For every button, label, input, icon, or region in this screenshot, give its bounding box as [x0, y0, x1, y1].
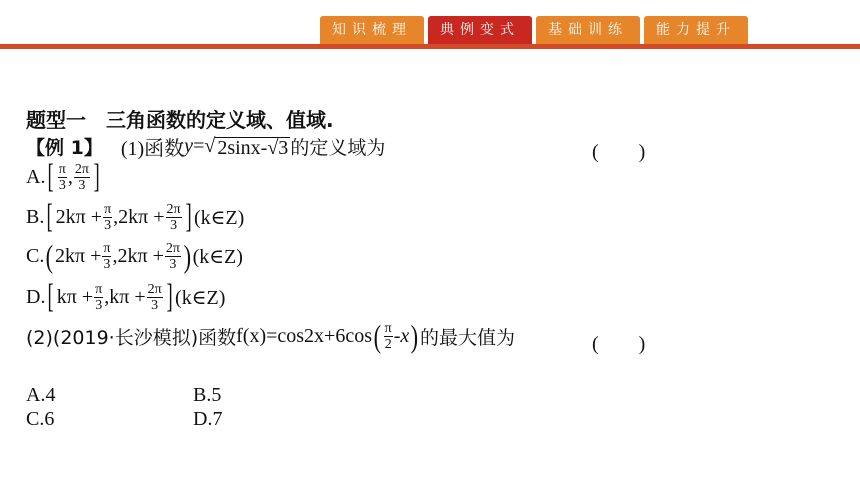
- top-tabs: [320, 16, 748, 44]
- q1-answer-blank: ( ): [592, 141, 646, 163]
- frac-den: 3: [58, 177, 66, 193]
- option-c: [26, 240, 243, 272]
- opt-b-text2: ,2kπ +: [113, 205, 165, 228]
- opt-b-label: B.: [26, 205, 45, 228]
- opt-c-label: C.: [26, 244, 45, 267]
- frac-den: 3: [95, 297, 103, 313]
- tab-knowledge[interactable]: 知识梳理: [320, 16, 424, 44]
- opt-c-text2: ,2kπ +: [112, 244, 164, 267]
- q2-func: f(x)=cos2x+6cos: [236, 324, 372, 347]
- opt-d-frac1: [94, 282, 103, 313]
- frac-den: 3: [170, 217, 178, 233]
- bracket-left: [: [46, 198, 54, 235]
- q1-suffix: 的定义域为: [290, 137, 386, 159]
- opt-d-frac2: [147, 282, 163, 313]
- q1-eq: =: [193, 135, 205, 157]
- opt-c-text1: 2kπ +: [55, 244, 102, 267]
- paren-right: ): [410, 318, 419, 354]
- question-2: [26, 320, 515, 352]
- q1-prefix: (1)函数: [120, 138, 185, 160]
- q2-minus-x: -x: [393, 324, 410, 347]
- q1-y: y: [184, 135, 194, 157]
- frac-num: π: [58, 161, 66, 177]
- frac-num: 2π: [74, 161, 89, 177]
- opt-b-frac1: [103, 202, 112, 233]
- example-tag: 【例 1】: [26, 137, 103, 159]
- bracket-left: [: [48, 158, 55, 195]
- opt-d-label: D.: [26, 285, 46, 308]
- bracket-right: ]: [93, 158, 100, 195]
- comma: ,: [67, 165, 73, 188]
- q1-sqrt-content: 2sinx-√3: [217, 137, 289, 159]
- frac-den: 3: [169, 256, 177, 272]
- q1-sqrt: [204, 135, 290, 158]
- frac-num: π: [95, 281, 103, 297]
- q2-option-d: D.7: [193, 408, 223, 430]
- frac-num: 2π: [165, 240, 180, 256]
- opt-a-frac2: [74, 162, 90, 193]
- frac-num: π: [103, 240, 111, 256]
- opt-b-text1: 2kπ +: [55, 205, 103, 228]
- opt-a-label: A.: [26, 165, 46, 188]
- frac-den: 3: [103, 256, 111, 272]
- opt-c-frac1: [102, 241, 111, 272]
- tab-examples[interactable]: 典例变式: [428, 16, 532, 44]
- frac-num: 2π: [166, 201, 181, 217]
- q2-option-c: C.6: [26, 408, 55, 430]
- option-d: [26, 280, 225, 314]
- opt-c-tail: (k∈Z): [192, 245, 243, 268]
- option-b: [26, 200, 244, 234]
- q2-suffix: 的最大值为: [419, 326, 515, 349]
- opt-c-frac2: [165, 241, 181, 272]
- q2-option-a: A.4: [26, 384, 56, 406]
- opt-b-frac2: [166, 202, 182, 233]
- option-a: [26, 160, 102, 194]
- bracket-left: [: [48, 278, 55, 315]
- paren-right: ): [183, 238, 191, 274]
- question-1: [26, 132, 385, 161]
- frac-den: 3: [78, 177, 86, 193]
- frac-den: 2: [384, 336, 392, 352]
- opt-a-frac1: [58, 162, 67, 193]
- tab-ability[interactable]: 能力提升: [644, 16, 748, 44]
- paren-left: (: [45, 238, 54, 274]
- q2-prefix: (2)(2019·长沙模拟)函数: [26, 326, 237, 349]
- opt-d-text2: ,kπ +: [104, 285, 146, 308]
- q2-option-b: B.5: [193, 384, 222, 406]
- opt-d-text1: kπ +: [56, 285, 94, 308]
- frac-num: π: [384, 320, 392, 336]
- q2-frac: [384, 321, 393, 352]
- frac-den: 3: [104, 217, 112, 233]
- tab-basic-training[interactable]: 基础训练: [536, 16, 640, 44]
- frac-num: π: [104, 201, 112, 217]
- opt-b-tail: (k∈Z): [193, 206, 245, 229]
- q2-answer-blank: ( ): [592, 333, 646, 355]
- sqrt-sign: √: [204, 135, 216, 157]
- frac-num: 2π: [147, 281, 162, 297]
- paren-left: (: [373, 318, 382, 354]
- frac-den: 3: [151, 297, 159, 313]
- bracket-right: ]: [185, 198, 192, 235]
- header-divider: [0, 44, 860, 49]
- section-heading: 题型一 三角函数的定义域、值域.: [26, 108, 334, 132]
- bracket-right: ]: [166, 278, 173, 315]
- opt-d-tail: (k∈Z): [175, 286, 226, 309]
